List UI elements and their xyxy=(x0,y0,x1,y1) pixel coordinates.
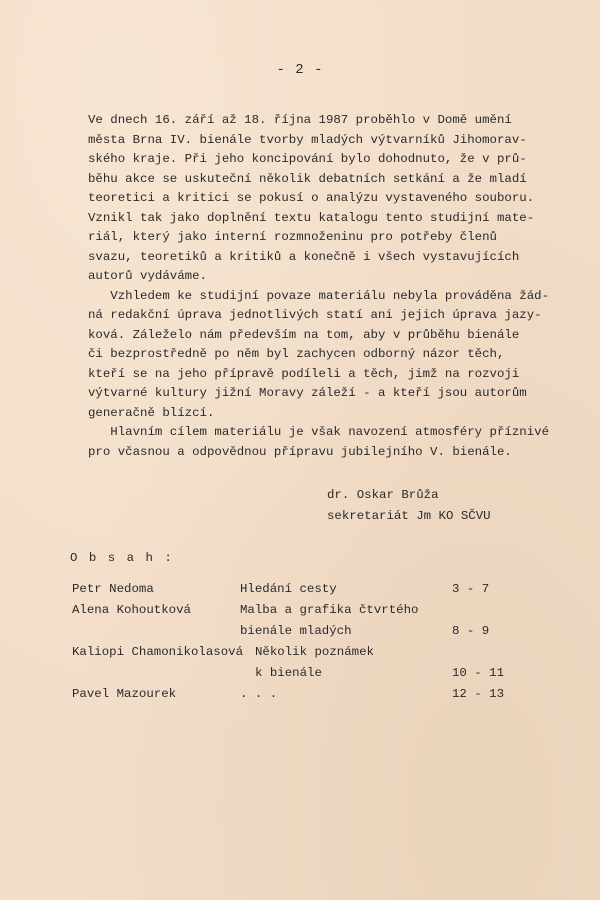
text-line: kteří se na jeho přípravě podíleli a těch, jimž na rozvoji xyxy=(88,366,520,381)
text-line: Vzhledem ke studijní povaze materiálu nebyla prováděna žád- xyxy=(88,288,550,303)
toc-pages: 10 - 11 xyxy=(452,666,505,680)
body-text xyxy=(88,111,550,462)
text-line: ková. Záleželo nám především na tom, aby v průběhu bienále xyxy=(88,327,520,342)
toc-pages: 12 - 13 xyxy=(452,687,505,701)
contents-heading: O b s a h : xyxy=(70,551,174,565)
page-number: - 2 - xyxy=(276,62,324,78)
text-line: Vznikl tak jako doplnění textu katalogu tento studijní mate- xyxy=(88,210,535,225)
text-line: pro včasnou a odpovědnou přípravu jubilejního V. bienále. xyxy=(88,444,512,459)
toc-title: Hledání cesty xyxy=(240,582,337,596)
toc-author: Kaliopi Chamonikolasová xyxy=(72,645,244,659)
toc-author: Petr Nedoma xyxy=(72,582,154,596)
toc-row xyxy=(0,645,600,666)
toc-pages: 3 - 7 xyxy=(452,582,490,596)
toc-title: Malba a grafika čtvrtého xyxy=(240,603,419,617)
signature-name: dr. Oskar Brůža xyxy=(327,488,439,502)
text-line: města Brna IV. bienále tvorby mladých výtvarníků Jihomorav- xyxy=(88,132,527,147)
signature-office: sekretariát Jm KO SČVU xyxy=(327,509,491,523)
text-line: autorů vydáváme. xyxy=(88,269,207,283)
toc-row xyxy=(0,624,600,645)
text-line: ského kraje. Při jeho koncipování bylo dohodnuto, že v prů- xyxy=(88,152,527,166)
text-line: či bezprostředně po něm byl zachycen odborný názor těch, xyxy=(88,347,505,361)
toc-row xyxy=(0,687,600,708)
toc-author: Alena Kohoutková xyxy=(72,603,191,617)
toc-title: . . . xyxy=(240,687,278,701)
toc-pages: 8 - 9 xyxy=(452,624,490,638)
toc-row xyxy=(0,582,600,603)
text-line: teoretici a kritici se pokusí o analýzu vystaveného souboru. xyxy=(88,191,535,205)
text-line: výtvarné kultury jižní Moravy záleží - a kteří jsou autorům xyxy=(88,386,527,400)
text-line: běhu akce se uskuteční několik debatních setkání a že mladí xyxy=(88,171,527,186)
toc-title: k bienále xyxy=(255,666,322,680)
text-line: Ve dnech 16. září až 18. října 1987 proběhlo v Domě umění xyxy=(88,113,512,127)
text-line: Hlavním cílem materiálu je však navození atmosféry příznivé xyxy=(88,425,550,439)
text-line: generačně blízcí. xyxy=(88,405,215,420)
toc-row xyxy=(0,666,600,687)
toc-title: bienále mladých xyxy=(240,624,352,638)
text-line: ná redakční úprava jednotlivých statí ani jejich úprava jazy- xyxy=(88,308,542,322)
toc-row xyxy=(0,603,600,624)
toc-author: Pavel Mazourek xyxy=(72,687,177,701)
table-of-contents xyxy=(0,582,600,708)
toc-title: Několik poznámek xyxy=(255,645,374,659)
signature-block xyxy=(327,485,491,527)
text-line: svazu, teoretiků a kritiků a konečně i všech vystavujících xyxy=(88,249,520,264)
text-line: riál, který jako interní rozmnoženinu pro potřeby členů xyxy=(88,230,497,244)
